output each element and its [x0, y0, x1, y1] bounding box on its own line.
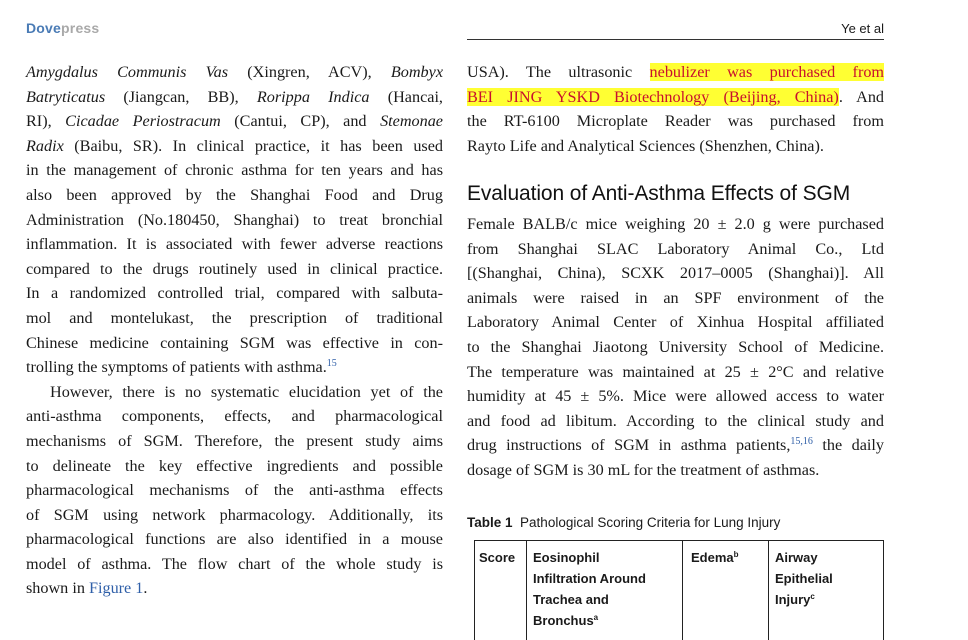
- text-line: drug instructions of SGM in asthma patients,$^{15,16}$ the daily: [467, 436, 884, 455]
- text-line: in the management of chronic asthma for ten years and has: [26, 161, 443, 180]
- text-line: compared to the drugs routinely used in clinical practice.: [26, 259, 443, 278]
- right-column-top: [467, 60, 884, 158]
- citation-link[interactable]: 15: [326, 358, 337, 370]
- text-line: RI), Cicadae Periostracum (Cantui, CP), and Stemonae: [26, 112, 443, 131]
- text-line: to the Shanghai Jiaotong University School of Medicine.: [467, 337, 884, 356]
- text-line: also been approved by the Shanghai Food and Drug: [26, 185, 443, 204]
- text-line: In a randomized controlled trial, compared with salbuta-: [26, 284, 443, 303]
- text-line: The temperature was maintained at 25 ± 2°C and relative: [467, 362, 884, 381]
- text-line: mol and montelukast, the prescription of traditional: [26, 308, 443, 327]
- text-line: dosage of SGM is 30 mL for the treatment of asthmas.: [467, 460, 820, 479]
- text-line: However, there is no systematic elucidation yet of the: [50, 382, 443, 401]
- scoring-table: [474, 540, 884, 640]
- running-head: Ye et al: [841, 21, 884, 36]
- text-line: Amygdalus Communis Vas (Xingren, ACV), Bombyx: [26, 63, 444, 81]
- logo-press: press: [61, 20, 100, 36]
- text-line: humidity at 45 ± 5%. Mice were allowed access to water: [467, 387, 884, 406]
- text-line: mechanisms of SGM. Therefore, the present study aims: [26, 431, 443, 450]
- table-header-cell: Score: [475, 541, 527, 640]
- text-line: Batryticatus (Jiangcan, BB), Rorippa Indica (Hancai,: [26, 87, 443, 106]
- table-caption: [467, 515, 780, 530]
- journal-logo: [26, 20, 99, 36]
- text-line: shown in Figure 1.: [26, 579, 148, 598]
- text-line: pharmacological functions are also identified in a mouse: [26, 530, 443, 549]
- text-line: from Shanghai SLAC Laboratory Animal Co., Ltd: [467, 239, 884, 258]
- section-heading: Evaluation of Anti-Asthma Effects of SGM: [467, 182, 851, 205]
- text-line: USA). The ultrasonic nebulizer was purchased from: [467, 63, 885, 81]
- text-line: Rayto Life and Analytical Sciences (Shenzhen, China).: [467, 136, 824, 155]
- text-line: pharmacological mechanisms of the anti-asthma effects: [26, 481, 443, 500]
- text-line: trolling the symptoms of patients with asthma.$^{15}$: [26, 358, 337, 377]
- text-line: Radix (Baibu, SR). In clinical practice, it has been used: [26, 136, 443, 155]
- citation-link[interactable]: 15,16: [790, 436, 813, 448]
- text-line: BEI JING YSKD Biotechnology (Beijing, China). And: [467, 87, 885, 106]
- text-line: Female BALB/c mice weighing 20 ± 2.0 g were purchased: [467, 215, 884, 233]
- table-header-cell: Eosinophil Infiltration Around Trachea and Bronchus$^a$: [527, 541, 683, 640]
- text-line: Laboratory Animal Center of Xinhua Hospital affiliated: [467, 313, 884, 332]
- text-line: and food ad libitum. According to the clinical study and: [467, 411, 884, 430]
- figure-link[interactable]: Figure 1: [88, 579, 144, 598]
- text-line: Administration (No.180450, Shanghai) to treat bronchial: [26, 210, 443, 229]
- table-header-cell: Airway Epithelial Injury$^c$: [775, 550, 833, 607]
- right-column-body: [467, 212, 884, 483]
- text-line: Chinese medicine containing SGM was effective in con-: [26, 333, 443, 352]
- text-line: animals were raised in an SPF environment of the: [467, 288, 884, 307]
- table-caption-label: Table 1: [467, 515, 513, 530]
- text-line: the RT-6100 Microplate Reader was purchased from: [467, 112, 884, 131]
- header-rule: [467, 39, 884, 40]
- text-line: inflammation. It is associated with fewer adverse reactions: [26, 235, 443, 254]
- text-line: [(Shanghai, China), SCXK 2017–0005 (Shanghai)]. All: [467, 264, 884, 283]
- text-line: anti-asthma components, effects, and pharmacological: [26, 407, 443, 426]
- logo-dove: Dove: [26, 20, 62, 36]
- table-caption-text: Pathological Scoring Criteria for Lung Injury: [520, 515, 781, 530]
- highlighted-text: nebulizer was purchased from: [649, 63, 885, 81]
- text-line: to delineate the key effective ingredients and possible: [26, 456, 443, 475]
- highlighted-text: BEI JING YSKD Biotechnology (Beijing, China): [467, 87, 839, 106]
- table-header-cell: Edema$^b$: [683, 541, 769, 640]
- left-column: [26, 60, 443, 601]
- text-line: model of asthma. The flow chart of the whole study is: [26, 554, 443, 573]
- text-line: of SGM using network pharmacology. Additionally, its: [26, 505, 443, 524]
